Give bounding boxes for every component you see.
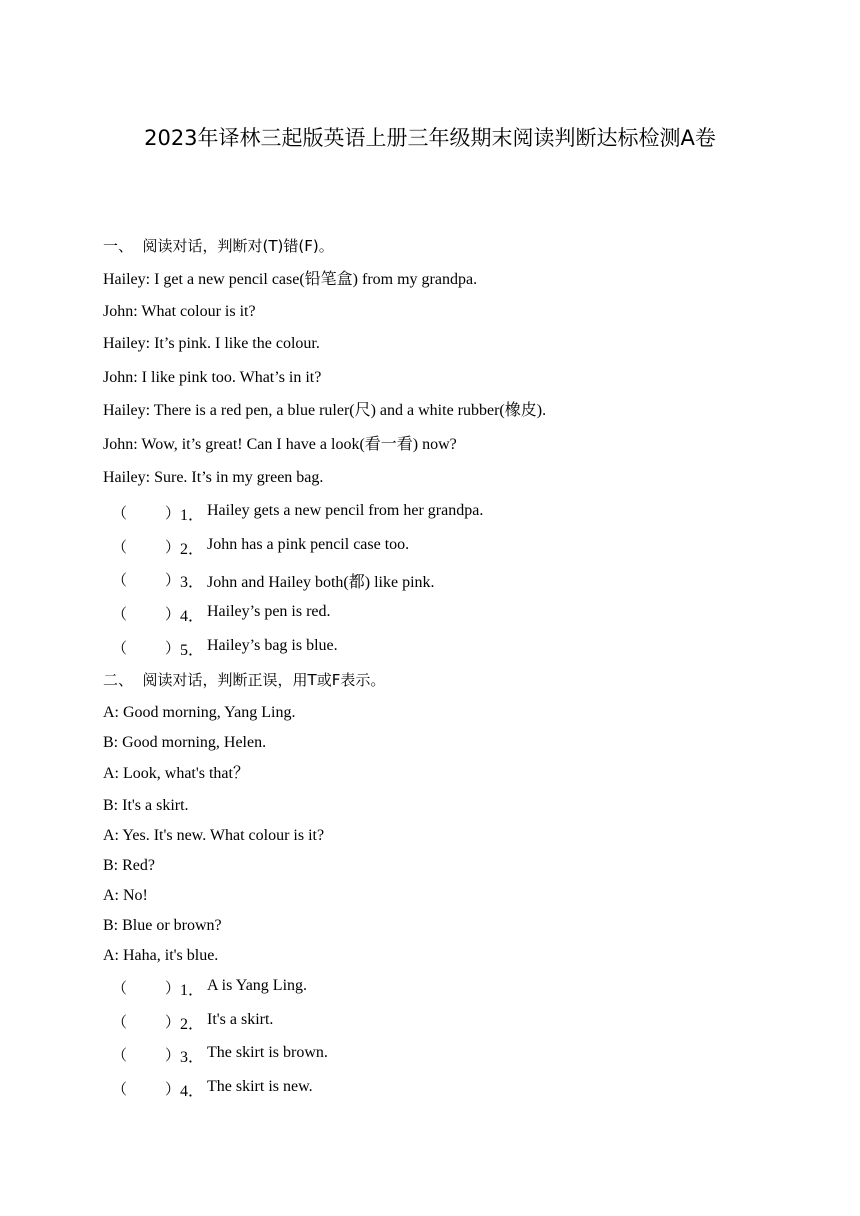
answer-paren-open: （ (112, 1080, 128, 1098)
question-text: The skirt is brown. (207, 1044, 328, 1061)
answer-paren-close: ） (165, 639, 181, 657)
question-number: 1． (180, 982, 205, 999)
answer-paren-close: ） (165, 504, 181, 522)
question-text: A is Yang Ling. (207, 977, 308, 994)
answer-paren-open: （ (112, 538, 128, 556)
question-text: The skirt is new. (207, 1078, 313, 1095)
section-1-heading: 一、 阅读对话，判断对(T)错(F)。 (103, 237, 334, 255)
answer-paren-open: （ (112, 1013, 128, 1031)
answer-paren-close: ） (165, 605, 181, 623)
dialogue-line: A: Yes. It's new. What colour is it? (103, 827, 325, 844)
answer-paren-open: （ (112, 571, 128, 589)
dialogue-line: A: Good morning, Yang Ling. (103, 704, 296, 721)
question-text: Hailey gets a new pencil from her grandpa. (207, 502, 484, 519)
question-text: It's a skirt. (207, 1011, 274, 1028)
dialogue-line: B: It's a skirt. (103, 797, 189, 814)
question-text: Hailey’s pen is red. (207, 603, 331, 620)
dialogue-line: John: What colour is it? (103, 303, 256, 320)
dialogue-line: Hailey: Sure. It’s in my green bag. (103, 469, 324, 486)
question-number: 4． (180, 1083, 205, 1100)
answer-paren-close: ） (165, 1013, 181, 1031)
answer-paren-open: （ (112, 605, 128, 623)
dialogue-line: John: Wow, it’s great! Can I have a look(看一看) now? (103, 436, 457, 453)
answer-paren-close: ） (165, 1080, 181, 1098)
dialogue-line: Hailey: I get a new pencil case(铅笔盒) from my grandpa. (103, 271, 478, 288)
page-title: 2023年译林三起版英语上册三年级期末阅读判断达标检测A卷 (144, 126, 716, 150)
answer-paren-open: （ (112, 979, 128, 997)
answer-paren-open: （ (112, 1046, 128, 1064)
dialogue-line: John: I like pink too. What’s in it? (103, 369, 322, 386)
question-number: 3． (180, 1049, 205, 1066)
section-2-heading: 二、 阅读对话，判断正误，用T或F表示。 (103, 671, 386, 689)
dialogue-line: B: Red? (103, 857, 155, 874)
answer-paren-open: （ (112, 504, 128, 522)
question-text: John and Hailey both(都) like pink. (207, 574, 435, 591)
question-number: 2． (180, 541, 205, 558)
dialogue-line: Hailey: There is a red pen, a blue ruler(尺) and a white rubber(橡皮). (103, 402, 547, 419)
dialogue-line: A: No! (103, 887, 148, 904)
answer-paren-close: ） (165, 538, 181, 556)
dialogue-line: Hailey: It’s pink. I like the colour. (103, 335, 320, 352)
question-number: 2． (180, 1016, 205, 1033)
question-number: 1． (180, 507, 205, 524)
question-text: John has a pink pencil case too. (207, 536, 410, 553)
question-text: Hailey’s bag is blue. (207, 637, 338, 654)
dialogue-line: A: Look, what's that？ (103, 765, 249, 782)
answer-paren-close: ） (165, 1046, 181, 1064)
answer-paren-close: ） (165, 979, 181, 997)
answer-paren-open: （ (112, 639, 128, 657)
question-number: 3． (180, 574, 205, 591)
question-number: 5． (180, 642, 205, 659)
answer-paren-close: ） (165, 571, 181, 589)
dialogue-line: B: Blue or brown? (103, 917, 222, 934)
dialogue-line: A: Haha, it's blue. (103, 947, 219, 964)
question-number: 4． (180, 608, 205, 625)
dialogue-line: B: Good morning, Helen. (103, 734, 267, 751)
